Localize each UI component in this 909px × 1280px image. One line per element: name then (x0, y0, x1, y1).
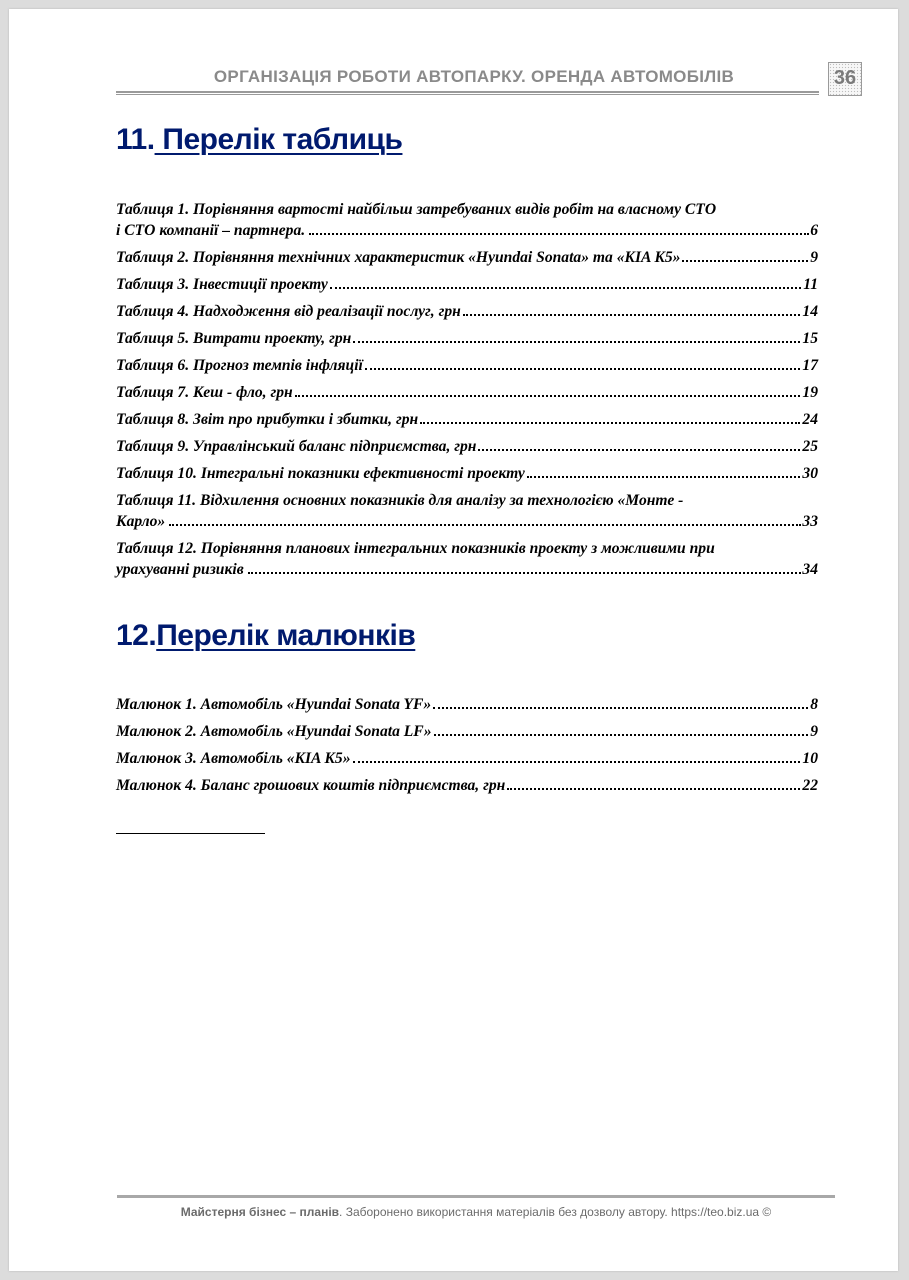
toc-page-number: 33 (802, 513, 818, 530)
toc-page-number: 15 (802, 330, 818, 347)
dot-leader (353, 761, 801, 763)
toc-page-number: 9 (810, 249, 818, 266)
section-heading-figures[interactable] (116, 619, 415, 653)
page-footer (117, 1205, 835, 1219)
toc-entry[interactable] (116, 538, 818, 580)
toc-entry-text: Малюнок 1. Автомобіль «Hyundai Sonata YF» (116, 696, 432, 713)
toc-entry-text: Таблиця 3. Інвестиції проекту (116, 276, 328, 293)
footer-brand: Майстерня бізнес – планів (180, 1205, 340, 1219)
toc-entry-text: Карло» (116, 513, 166, 530)
toc-entry-text: Таблиця 11. Відхилення основних показників для аналізу за технологією «Монте - (116, 492, 684, 509)
section-title-link[interactable]: Перелік малюнків (156, 619, 416, 652)
toc-entry[interactable] (116, 463, 818, 484)
toc-entry[interactable] (116, 490, 818, 532)
toc-entry-text: урахуванні ризиків (116, 561, 244, 578)
dot-leader (463, 314, 801, 316)
section-number: 12. (116, 619, 157, 652)
dot-leader (353, 341, 800, 343)
dot-leader (434, 734, 809, 736)
dot-leader (682, 260, 808, 262)
toc-entry-text: Таблиця 6. Прогноз темпів інфляції (116, 357, 363, 374)
toc-page-number: 24 (802, 411, 818, 428)
document-page (9, 9, 898, 1271)
toc-entry[interactable] (116, 775, 818, 796)
footer-notice: . Заборонено використання матеріалів без дозволу автору. https://teo.biz.ua © (339, 1205, 772, 1219)
dot-leader (309, 233, 809, 235)
toc-entry-text: Таблиця 12. Порівняння планових інтегральних показників проекту з можливими при (116, 540, 715, 557)
table-list (116, 199, 818, 586)
toc-entry[interactable] (116, 199, 818, 241)
toc-entry[interactable] (116, 274, 818, 295)
toc-entry-text: Малюнок 4. Баланс грошових коштів підприємства, грн (116, 777, 506, 794)
toc-page-number: 6 (810, 222, 818, 239)
toc-page-number: 19 (802, 384, 818, 401)
figure-list (116, 694, 818, 802)
toc-entry[interactable] (116, 247, 818, 268)
dot-leader (248, 572, 802, 574)
toc-page-number: 10 (802, 750, 818, 767)
dot-leader (295, 395, 801, 397)
page-number-badge: 36 (828, 62, 862, 96)
toc-entry[interactable] (116, 721, 818, 742)
toc-page-number: 25 (802, 438, 818, 455)
toc-page-number: 8 (810, 696, 818, 713)
toc-page-number: 34 (802, 561, 818, 578)
section-heading-tables[interactable] (116, 123, 402, 157)
toc-entry-text: Таблиця 4. Надходження від реалізації послуг, грн (116, 303, 461, 320)
toc-entry-text: Таблиця 7. Кеш - фло, грн (116, 384, 293, 401)
toc-entry-text: Малюнок 3. Автомобіль «KIA K5» (116, 750, 351, 767)
toc-entry-text: Таблиця 2. Порівняння технічних характеристик «Hyundai Sonata» та «KIA K5» (116, 249, 681, 266)
dot-leader (330, 287, 802, 289)
dot-leader (433, 707, 808, 709)
toc-entry[interactable] (116, 409, 818, 430)
dot-leader (420, 422, 800, 424)
dot-leader (365, 368, 801, 370)
toc-entry[interactable] (116, 382, 818, 403)
dot-leader (478, 449, 800, 451)
toc-entry-text: Таблиця 9. Управлінський баланс підприємства, грн (116, 438, 477, 455)
toc-page-number: 11 (803, 276, 818, 293)
toc-entry-text: Таблиця 1. Порівняння вартості найбільш затребуваних видів робіт на власному СТО (116, 201, 717, 218)
header-divider (116, 91, 819, 95)
footer-divider (117, 1195, 835, 1198)
toc-entry[interactable] (116, 748, 818, 769)
toc-entry-text: і СТО компанії – партнера. (116, 222, 306, 239)
dot-leader (527, 476, 801, 478)
toc-entry[interactable] (116, 694, 818, 715)
toc-entry[interactable] (116, 301, 818, 322)
toc-entry[interactable] (116, 328, 818, 349)
dot-leader (169, 524, 801, 526)
section-number: 11. (116, 123, 155, 156)
toc-page-number: 14 (802, 303, 818, 320)
running-header: ОРГАНІЗАЦІЯ РОБОТИ АВТОПАРКУ. ОРЕНДА АВТОМОБІЛІВ (213, 67, 735, 86)
toc-page-number: 9 (810, 723, 818, 740)
toc-entry-text: Малюнок 2. Автомобіль «Hyundai Sonata LF» (116, 723, 432, 740)
toc-page-number: 30 (802, 465, 818, 482)
toc-page-number: 17 (802, 357, 818, 374)
footnote-separator (116, 833, 265, 834)
toc-entry[interactable] (116, 436, 818, 457)
toc-entry-text: Таблиця 10. Інтегральні показники ефективності проекту (116, 465, 525, 482)
section-title-link[interactable]: Перелік таблиць (154, 123, 403, 156)
dot-leader (507, 788, 800, 790)
toc-entry-text: Таблиця 5. Витрати проекту, грн (116, 330, 352, 347)
toc-entry-text: Таблиця 8. Звіт про прибутки і збитки, грн (116, 411, 419, 428)
toc-page-number: 22 (802, 777, 818, 794)
toc-entry[interactable] (116, 355, 818, 376)
